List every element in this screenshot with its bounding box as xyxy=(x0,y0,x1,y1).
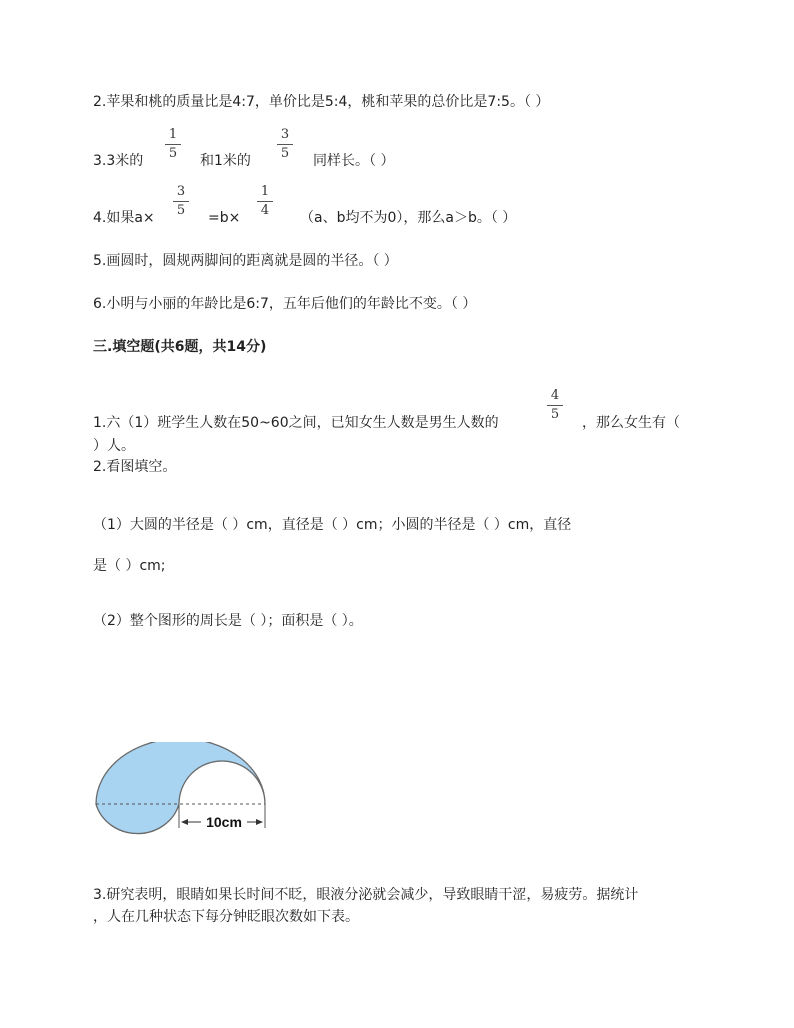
dimension-arrow-left-icon xyxy=(181,819,188,825)
fraction-denominator: 5 xyxy=(550,407,560,422)
fill-q1-prefix: 1.六（1）班学生人数在50~60之间，已知女生人数是男生人数的 xyxy=(93,415,499,431)
lower-arc-shape xyxy=(96,804,179,834)
fraction-bar xyxy=(165,144,181,145)
fraction-numerator: 1 xyxy=(260,184,270,199)
fill-q3-line2: ，人在几种状态下每分钟眨眼次数如下表。 xyxy=(93,909,359,925)
judge-q4-prefix: 4.如果a× xyxy=(93,210,155,226)
judge-q4-suffix: （a、b均不为0），那么a＞b。（ ） xyxy=(300,210,517,226)
dimension-label: 10cm xyxy=(206,814,242,830)
judge-q3-fraction-2 xyxy=(277,127,293,162)
section-title: 三.填空题(共6题，共14分) xyxy=(93,339,267,355)
judge-q3-prefix: 3.3米的 xyxy=(93,153,144,169)
fill-q1-fraction xyxy=(547,388,563,423)
fraction-numerator: 4 xyxy=(550,388,560,403)
judge-q3-fraction-1 xyxy=(165,127,181,162)
fraction-numerator: 1 xyxy=(168,127,178,142)
fill-q2-part1-line1: （1）大圆的半径是（ ）cm，直径是（ ）cm；小圆的半径是（ ）cm，直径 xyxy=(93,517,572,533)
judge-q6-text: 6.小明与小丽的年龄比是6:7，五年后他们的年龄比不变。（ ） xyxy=(93,296,477,312)
fraction-denominator: 5 xyxy=(176,203,186,218)
fill-q1-line2: ）人。 xyxy=(93,438,135,454)
judge-q4-middle: =b× xyxy=(208,210,241,226)
fraction-bar xyxy=(173,201,189,202)
fill-q2-part2: （2）整个图形的周长是（ ）；面积是（ ）。 xyxy=(93,613,363,629)
fraction-numerator: 3 xyxy=(280,127,290,142)
judge-q3-suffix: 同样长。（ ） xyxy=(313,153,395,169)
judge-q4-fraction-1 xyxy=(173,184,189,219)
fill-q2-title: 2.看图填空。 xyxy=(93,459,177,475)
dimension-arrow-right-icon xyxy=(256,819,263,825)
fraction-denominator: 5 xyxy=(168,146,178,161)
fill-q1-suffix: ，那么女生有（ xyxy=(582,415,680,431)
fill-q2-part1-line2: 是（ ）cm; xyxy=(93,558,166,574)
judge-q5-text: 5.画圆时，圆规两脚间的距离就是圆的半径。（ ） xyxy=(93,253,398,269)
fraction-denominator: 4 xyxy=(260,203,270,218)
fraction-bar xyxy=(277,144,293,145)
fraction-bar xyxy=(547,405,563,406)
judge-q4-fraction-2 xyxy=(257,184,273,219)
judge-q3-middle: 和1米的 xyxy=(200,153,251,169)
fraction-denominator: 5 xyxy=(280,146,290,161)
judge-q2-text: 2.苹果和桃的质量比是4:7，单价比是5:4，桃和苹果的总价比是7:5。（ ） xyxy=(93,94,550,110)
fraction-numerator: 3 xyxy=(176,184,186,199)
fraction-bar xyxy=(257,201,273,202)
circle-figure xyxy=(93,742,273,842)
fill-q3-line1: 3.研究表明，眼睛如果长时间不眨，眼液分泌就会减少，导致眼睛干涩，易疲劳。据统计 xyxy=(93,887,639,903)
